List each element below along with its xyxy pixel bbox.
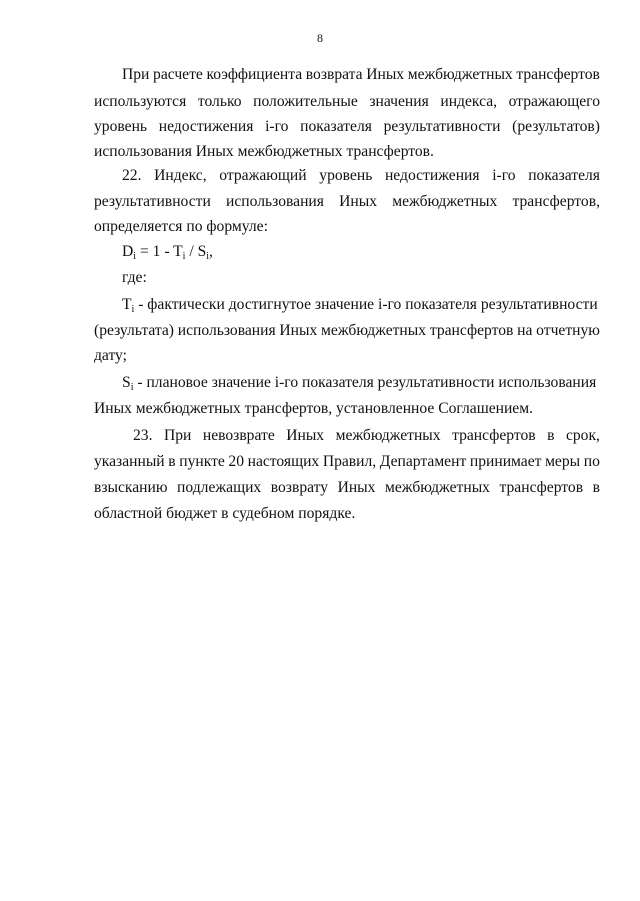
formula-slash: / S [185,243,207,260]
si-definition-line-1 [122,374,600,392]
si-definition-line-2: Иных межбюджетных трансфертов, установленное Соглашением. [94,400,533,417]
formula-middle: = 1 - T [136,243,183,260]
formula-tail: , [209,243,213,260]
paragraph-22-line-2: результативности использования Иных межбюджетных трансфертов, [94,193,600,210]
ti-subscript: i [131,304,135,315]
ti-symbol: T [122,296,132,313]
paragraph-22-line-3: определяется по формуле: [94,218,268,235]
paragraph-23-line-2: указанный в пункте 20 настоящих Правил, Департамент принимает меры по [94,453,600,470]
paragraph-23-line-4: областной бюджет в судебном порядке. [94,505,356,522]
paragraph-23-line-1: 23. При невозврате Иных межбюджетных трансфертов в срок, [133,427,600,444]
paragraph-1-line-4: использования Иных межбюджетных трансфертов. [94,143,434,160]
index-formula [122,243,213,261]
formula-d-subscript: i [133,251,137,262]
ti-definition-line-1 [122,296,600,314]
page-number: 8 [317,31,323,45]
ti-definition-line-3: дату; [94,347,127,364]
paragraph-1-line-1: При расчете коэффициента возврата Иных межбюджетных трансфертов [122,66,600,83]
paragraph-1-line-2: используются только положительные значения индекса, отражающего [94,93,600,110]
where-label: где: [122,269,147,286]
paragraph-23-line-3: взысканию подлежащих возврату Иных межбюджетных трансфертов в [94,479,600,496]
formula-s-subscript: i [206,251,210,262]
ti-definition-line-2: (результата) использования Иных межбюджетных трансфертов на отчетную [94,322,600,339]
si-subscript: i [130,382,134,393]
formula-t-subscript: i [182,251,186,262]
formula-d: D [122,243,134,260]
paragraph-1-line-3: уровень недостижения i-го показателя результативности (результатов) [94,118,600,135]
ti-definition-text: - фактически достигнутое значение i-го показателя результативности [134,296,598,313]
paragraph-22-line-1: 22. Индекс, отражающий уровень недостижения i-го показателя [122,167,600,184]
si-definition-text: - плановое значение i-го показателя результативности использования [133,374,597,391]
si-symbol: S [122,374,131,391]
